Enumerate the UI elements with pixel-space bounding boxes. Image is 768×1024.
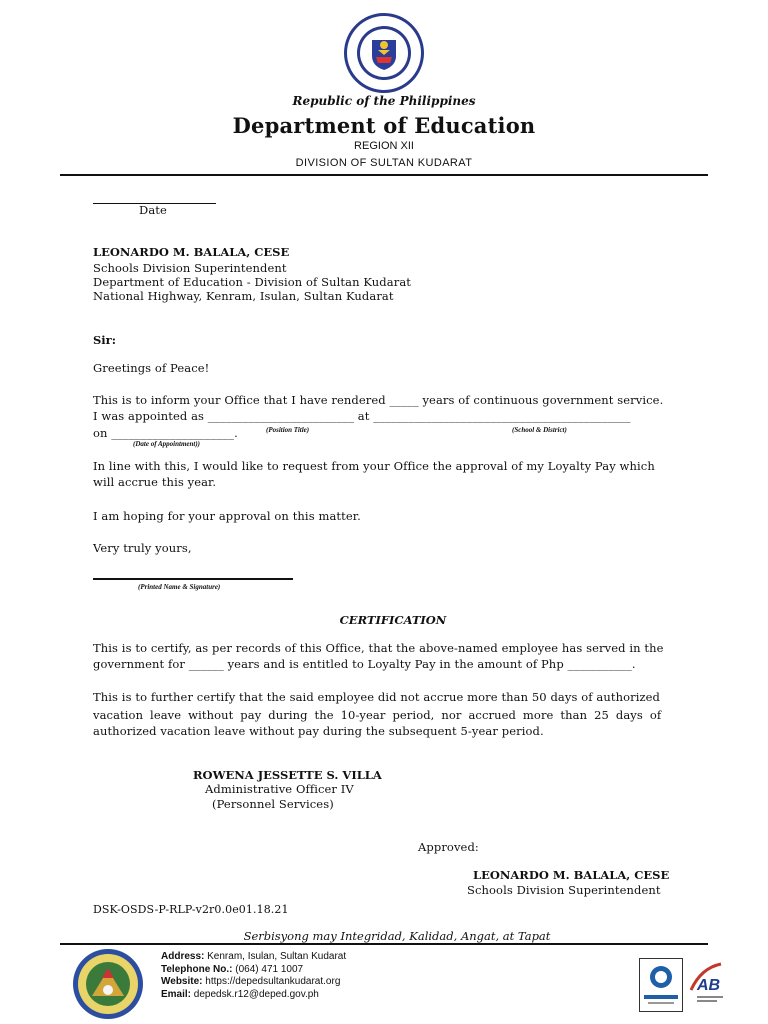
footer-email[interactable]: depedsk.r12@deped.gov.ph [193, 988, 319, 1000]
footer-address-label: Address: [161, 951, 205, 962]
division-heading: DIVISION OF SULTAN KUDARAT [295, 157, 473, 169]
footer-website[interactable]: https://depedsultankudarat.org [205, 976, 341, 987]
footer-phone-line [161, 964, 346, 977]
approver-title: Schools Division Superintendent [467, 883, 661, 897]
school-caption: (School & District) [512, 426, 567, 434]
para1-line2: I was appointed as _________________________ at ____________________________________________ [93, 409, 631, 423]
region-heading: REGION XII [354, 140, 414, 152]
footer-website-line [161, 976, 346, 989]
iab-accreditation-logo [687, 960, 729, 1006]
signature-line [93, 578, 293, 580]
addressee-office: Department of Education - Division of Sultan Kudarat [93, 275, 411, 289]
footer-email-line [161, 989, 346, 1002]
footer-address: Kenram, Isulan, Sultan Kudarat [207, 951, 347, 962]
closing: Very truly yours, [93, 541, 192, 555]
svg-text:AB: AB [697, 977, 721, 994]
footer-contact [161, 951, 346, 1001]
addressee-address: National Highway, Kenram, Isulan, Sultan Kudarat [93, 289, 394, 303]
greeting: Greetings of Peace! [93, 361, 210, 375]
deped-seal-logo [343, 12, 425, 94]
cert-p2-line1: This is to further certify that the said employee did not accrue more than 50 days of authorized [93, 690, 660, 704]
footer-website-label: Website: [161, 976, 203, 987]
motto: Serbisyong may Integridad, Kalidad, Angat, at Tapat [243, 929, 551, 943]
officer-name: ROWENA JESSETTE S. VILLA [193, 768, 382, 782]
footer-address-line [161, 951, 346, 964]
department-heading: Department of Education [232, 113, 536, 138]
socotec-certification-logo [639, 958, 683, 1012]
date-label: Date [139, 203, 167, 217]
footer-phone: (064) 471 1007 [235, 963, 304, 975]
para1-line1: This is to inform your Office that I have rendered _____ years of continuous government service. [93, 393, 664, 407]
document-code: DSK-OSDS-P-RLP-v2r0.0e01.18.21 [93, 903, 289, 916]
header-divider [60, 174, 708, 176]
signature-caption: (Printed Name & Signature) [138, 583, 221, 591]
addressee-name: LEONARDO M. BALALA, CESE [93, 245, 290, 259]
date-appointment-caption: (Date of Appointment)) [133, 440, 201, 448]
republic-heading: Republic of the Philippines [292, 94, 476, 108]
position-caption: (Position Title) [266, 426, 310, 434]
officer-title: Administrative Officer IV [205, 782, 354, 796]
footer-phone-label: Telephone No.: [161, 963, 233, 975]
addressee-title: Schools Division Superintendent [93, 261, 287, 275]
cert-p1-line2: government for ______ years and is entitled to Loyalty Pay in the amount of Php ___________. [93, 657, 636, 671]
approved-label: Approved: [418, 840, 479, 854]
approver-name: LEONARDO M. BALALA, CESE [473, 868, 670, 882]
footer-email-label: Email: [161, 988, 192, 1000]
cert-p2-line3: authorized vacation leave without pay during the subsequent 5-year period. [93, 724, 544, 738]
para3: I am hoping for your approval on this matter. [93, 509, 361, 523]
officer-unit: (Personnel Services) [212, 797, 334, 811]
salutation: Sir: [93, 333, 116, 347]
certification-title: CERTIFICATION [339, 613, 447, 627]
para1-line3: on _____________________. [93, 426, 238, 440]
cert-p2-line2: vacation leave without pay during the 10-year period, nor accrued more than 25 days of [93, 708, 662, 722]
cert-p1-line1: This is to certify, as per records of this Office, that the above-named employee has served in the [93, 641, 664, 655]
para2-line1: In line with this, I would like to request from your Office the approval of my Loyalty Pay which [93, 459, 655, 473]
division-seal-logo [72, 948, 144, 1020]
para2-line2: will accrue this year. [93, 475, 217, 489]
footer-divider [60, 943, 708, 945]
